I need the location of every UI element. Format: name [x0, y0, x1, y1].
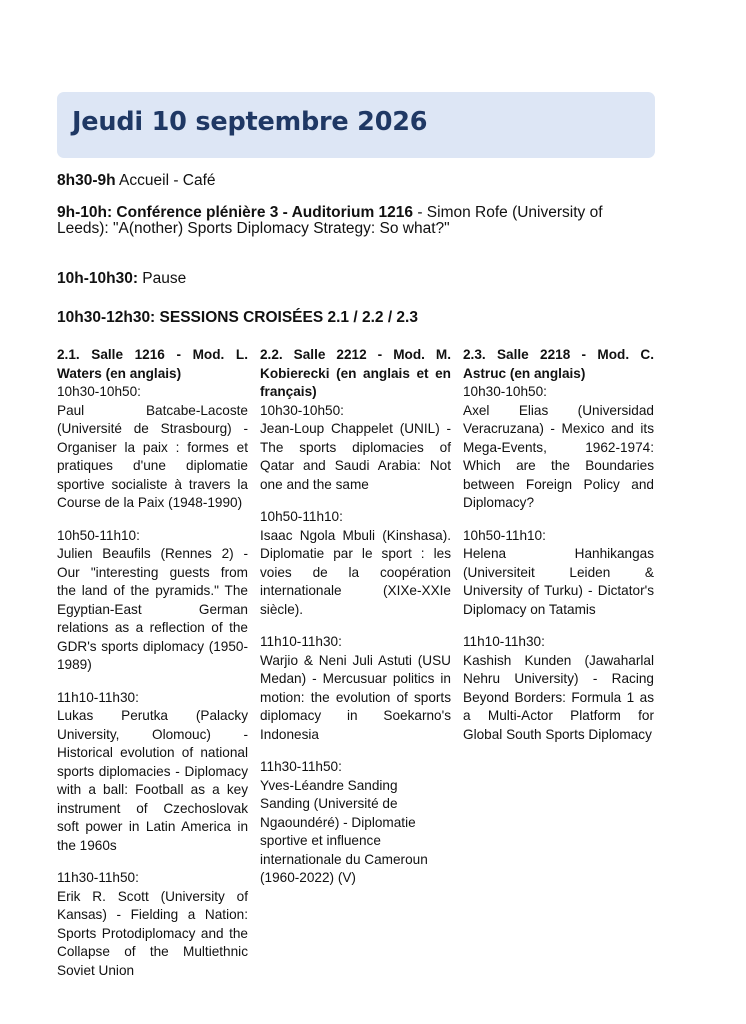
talk-item: [260, 758, 451, 888]
pause-time: 10h-10h30:: [57, 270, 138, 287]
talk-item: [463, 527, 654, 620]
pause-line: [57, 271, 657, 287]
talk-item: [57, 527, 248, 675]
talk-description: Kashish Kunden (Jawaharlal Nehru University) - Racing Beyond Borders: Formula 1 as a Multi-Actor Platform for Global South Sports Diplomacy: [463, 652, 654, 742]
plenary-line: [57, 205, 657, 237]
talk-time: 10h30-10h50:: [463, 384, 547, 399]
talk-description: Helena Hanhikangas (Universiteit Leiden & University of Turku) - Dictator's Diplomacy on Tatamis: [463, 546, 654, 617]
talk-description: Paul Batcabe-Lacoste (Université de Strasbourg) - Organiser la paix : formes et pratiques d'une diplomatie sportive socialiste à travers la Course de la Paix (1948-1990): [57, 402, 248, 510]
pause-text: Pause: [137, 270, 187, 287]
talk-description: Axel Elias (Universidad Veracruzana) - Mexico and its Mega-Events, 1962-1974: Which are the Boundaries between Foreign Policy and Diplomacy?: [463, 402, 654, 510]
talk-description: Yves-Léandre Sanding Sanding (Université de Ngaoundéré) - Diplomatie sportive et influence internationale du Cameroun (1960-2022) (V): [260, 777, 428, 885]
talk-description: Erik R. Scott (University of Kansas) - Fielding a Nation: Sports Protodiplomacy and the Collapse of the Multiethnic Soviet Union: [57, 888, 248, 978]
talk-description: Julien Beaufils (Rennes 2) - Our "interesting guests from the land of the pyramids." The Egyptian-East German relations as a reflection of the GDR's sports diplomacy (1950-1989): [57, 546, 248, 672]
session-heading: 2.3. Salle 2218 - Mod. C. Astruc (en anglais): [463, 347, 654, 381]
day-header-banner: [57, 92, 655, 158]
talk-time: 11h10-11h30:: [463, 634, 545, 649]
day-title: Jeudi 10 septembre 2026: [72, 107, 428, 137]
talk-item: [260, 402, 451, 495]
sessions-title-line: [57, 310, 657, 326]
talk-description: Isaac Ngola Mbuli (Kinshasa). Diplomatie par le sport : les voies de la coopération internationale (XIXe-XXIe siècle).: [260, 527, 451, 617]
welcome-text: Accueil - Café: [115, 172, 216, 189]
session-heading: 2.1. Salle 1216 - Mod. L. Waters (en anglais): [57, 347, 248, 381]
plenary-title: 9h-10h: Conférence plénière 3 - Auditorium 1216: [57, 204, 414, 221]
plenary-text: - Simon Rofe (University of Leeds): "A(nother) Sports Diplomacy Strategy: So what?": [57, 204, 603, 237]
talk-item: [463, 633, 654, 744]
talk-item: [260, 508, 451, 619]
talk-time: 11h10-11h30:: [260, 634, 342, 649]
talk-item: [260, 633, 451, 744]
welcome-time: 8h30-9h: [57, 172, 116, 189]
talk-time: 10h30-10h50:: [260, 402, 344, 418]
talk-description: Warjio & Neni Juli Astuti (USU Medan) - Mercusuar politics in motion: the evolution of sports diplomacy in Soekarno's Indonesia: [260, 652, 451, 742]
talk-time: 10h50-11h10:: [463, 527, 546, 543]
talk-time: 11h30-11h50:: [57, 870, 139, 885]
talk-description: Lukas Perutka (Palacky University, Olomouc) - Historical evolution of national sports diplomacies - Diplomacy with a ball: Football as a key instrument of Czechoslovak soft power in Latin America in the 1960s: [57, 708, 248, 853]
talk-item: [57, 689, 248, 856]
talk-time: 11h10-11h30:: [57, 689, 139, 705]
sessions-title: 10h30-12h30: SESSIONS CROISÉES 2.1 / 2.2 / 2.3: [57, 309, 418, 326]
talk-time: 10h50-11h10:: [57, 527, 140, 543]
talk-item: [57, 383, 248, 513]
session-column-2-2: [260, 346, 451, 902]
welcome-line: [57, 173, 657, 189]
session-column-2-1: [57, 346, 248, 994]
talk-item: [463, 383, 654, 513]
session-column-2-3: [463, 346, 654, 758]
talk-time: 10h30-10h50:: [57, 384, 141, 399]
session-heading: 2.2. Salle 2212 - Mod. M. Kobierecki (en anglais et en français): [260, 347, 451, 399]
talk-time: 11h30-11h50:: [260, 759, 342, 774]
talk-item: [57, 869, 248, 980]
talk-description: Jean-Loup Chappelet (UNIL) - The sports diplomacies of Qatar and Saudi Arabia: Not one and the same: [260, 421, 451, 492]
talk-time: 10h50-11h10:: [260, 509, 343, 524]
